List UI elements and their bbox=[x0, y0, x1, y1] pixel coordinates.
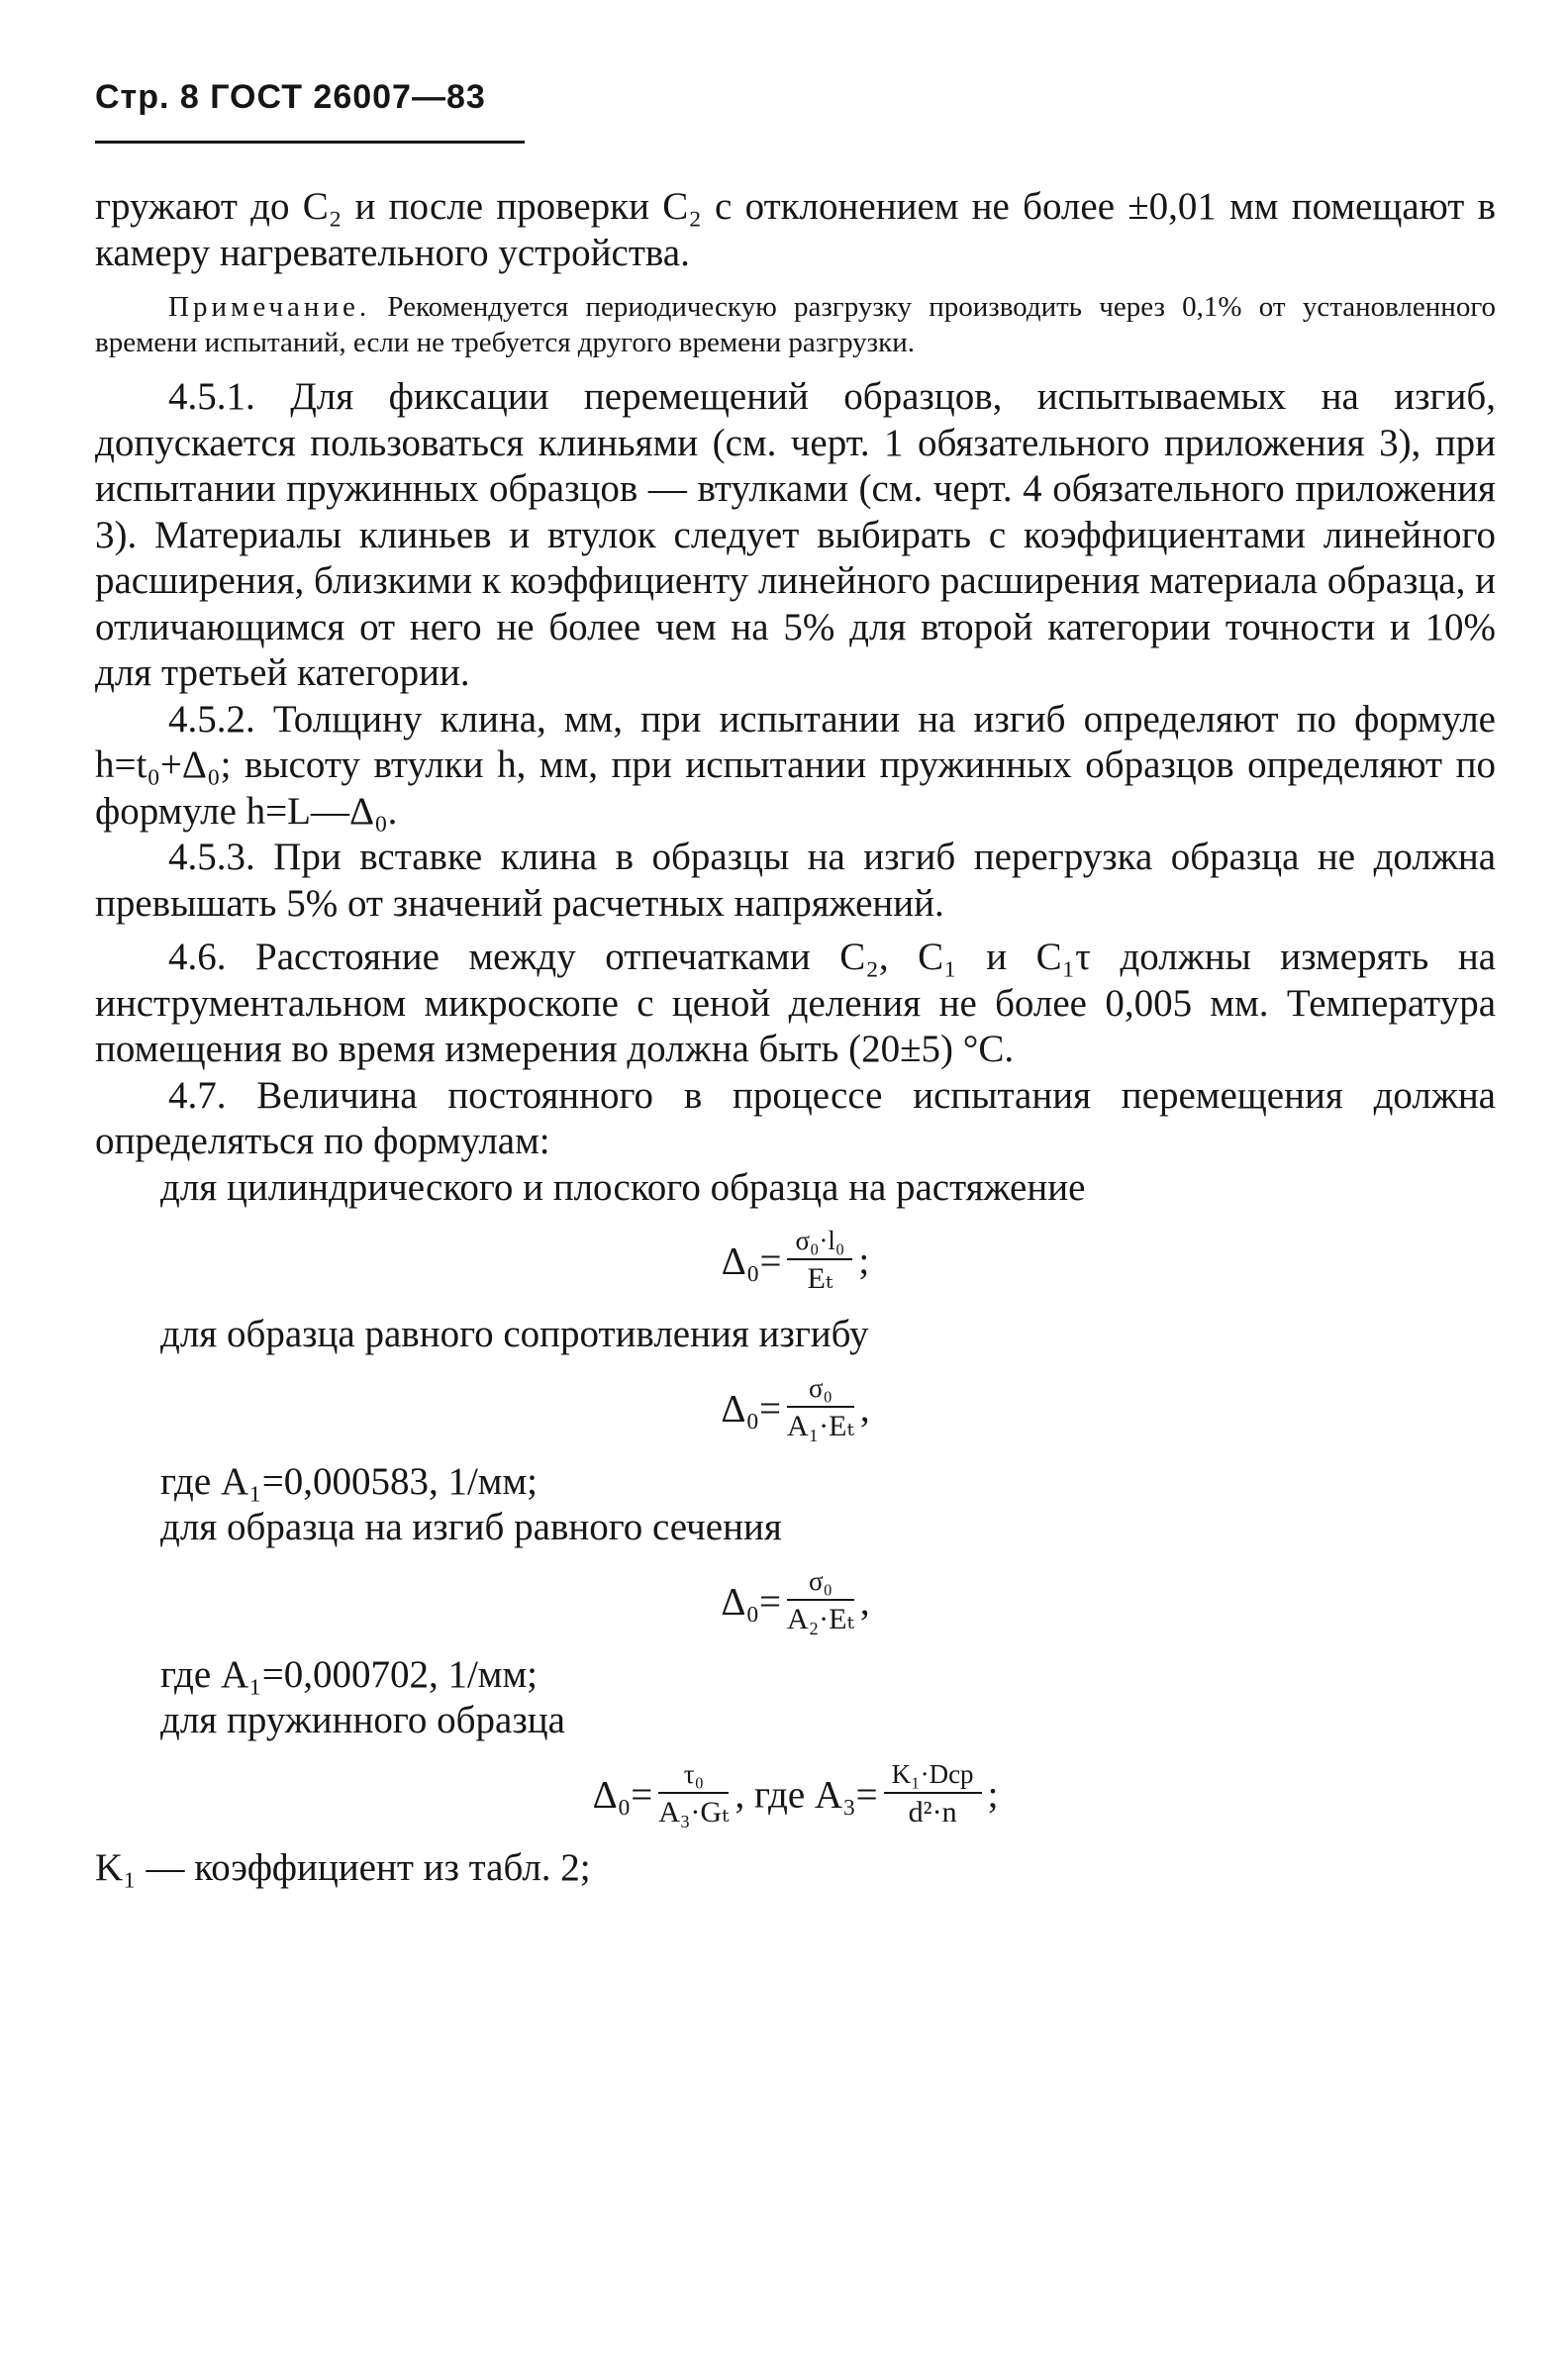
formula-1-denominator: Eₜ bbox=[807, 1262, 833, 1295]
where-a1-first: где A₁=0,000583, 1/мм; bbox=[160, 1459, 538, 1503]
lead-tension: для цилиндрического и плоского образца на растяжение bbox=[160, 1165, 1086, 1209]
clause-4-5-3: 4.5.3. При вставке клина в образцы на изгиб перегрузка образца не должна превышать 5% от значений расчетных напряжений. bbox=[95, 836, 1496, 925]
page-header bbox=[95, 77, 525, 144]
page-body bbox=[95, 184, 1496, 1891]
formula-2-lhs: Δ₀= bbox=[721, 1387, 782, 1430]
paragraph-continuation: гружают до C₂ и после проверки C₂ с отклонением не более ±0,01 мм помещают в камеру нагревательного устройства. bbox=[95, 185, 1496, 274]
lead-bending-resistance: для образца равного сопротивления изгибу bbox=[160, 1313, 869, 1355]
lead-bending-section: для образца на изгиб равного сечения bbox=[160, 1506, 782, 1548]
formula-4-lhs: Δ₀= bbox=[592, 1773, 653, 1816]
clause-4-6: 4.6. Расстояние между отпечатками C₂, C₁ и C₁τ должны измерять на инструментальном микроскопе с ценой деления не более 0,005 мм. Температура помещения во время измерения должна быть (20±5) °C. bbox=[95, 936, 1496, 1070]
note bbox=[95, 290, 1496, 360]
formula-2-numerator: σ₀ bbox=[787, 1372, 854, 1408]
formula-1-lhs: Δ₀= bbox=[721, 1239, 782, 1283]
formula-2-end: , bbox=[859, 1387, 870, 1430]
header-rule bbox=[95, 141, 525, 144]
formula-4-end: ; bbox=[987, 1773, 999, 1816]
formula-3-denominator: A₂·Eₜ bbox=[787, 1602, 854, 1635]
coefficient-k1: K₁ — коэффициент из табл. 2; bbox=[95, 1845, 591, 1889]
formula-4-denominator-2: d²·n bbox=[908, 1795, 957, 1829]
clause-4-5-2: 4.5.2. Толщину клина, мм, при испытании на изгиб определяют по формуле h=t₀+Δ₀; высоту втулки h, мм, при испытании пружинных образцов определяют по формуле h=L—Δ₀. bbox=[95, 697, 1496, 833]
clause-4-7: 4.7. Величина постоянного в процессе испытания перемещения должна определяться по формулам: bbox=[95, 1073, 1496, 1162]
formula-3-end: , bbox=[859, 1580, 870, 1623]
formula-4 bbox=[95, 1758, 1496, 1831]
formula-3 bbox=[95, 1565, 1496, 1638]
formula-2-denominator: A₁·Eₜ bbox=[787, 1409, 854, 1442]
clause-4-5-1: 4.5.1. Для фиксации перемещений образцов, испытываемых на изгиб, допускается пользоваться клиньями (см. черт. 1 обязательного приложения 3), при испытании пружинных образцов — втулками (см. черт. 4 обязательного приложения 3). Материалы клиньев и втулок следует выбирать с коэффициентами линейного расширения, близкими к коэффициенту линейного расширения материала образца, и отличающимся от него не более чем на 5% для второй категории точности и 10% для третьей категории. bbox=[95, 375, 1496, 694]
formula-3-numerator: σ₀ bbox=[787, 1565, 854, 1601]
formula-1-numerator: σ₀·l₀ bbox=[787, 1225, 852, 1260]
formula-4-denominator: A₃·Gₜ bbox=[658, 1795, 730, 1829]
lead-spring: для пружинного образца bbox=[160, 1699, 565, 1741]
note-text: Рекомендуется периодическую разгрузку производить через 0,1% от установленного времени испытаний, если не требуется другого времени разгрузки. bbox=[95, 291, 1496, 358]
formula-1 bbox=[95, 1225, 1496, 1298]
where-a1-second: где A₁=0,000702, 1/мм; bbox=[160, 1652, 538, 1696]
header-text: Стр. 8 ГОСТ 26007—83 bbox=[95, 78, 486, 116]
note-label: Примечание. bbox=[168, 291, 371, 323]
formula-4-middle: , где A₃= bbox=[735, 1773, 878, 1816]
formula-3-lhs: Δ₀= bbox=[721, 1580, 782, 1623]
formula-4-numerator-2: K₁·Dср bbox=[884, 1758, 982, 1794]
formula-2 bbox=[95, 1372, 1496, 1445]
formula-1-end: ; bbox=[858, 1239, 870, 1283]
formula-4-numerator: τ₀ bbox=[658, 1758, 729, 1794]
